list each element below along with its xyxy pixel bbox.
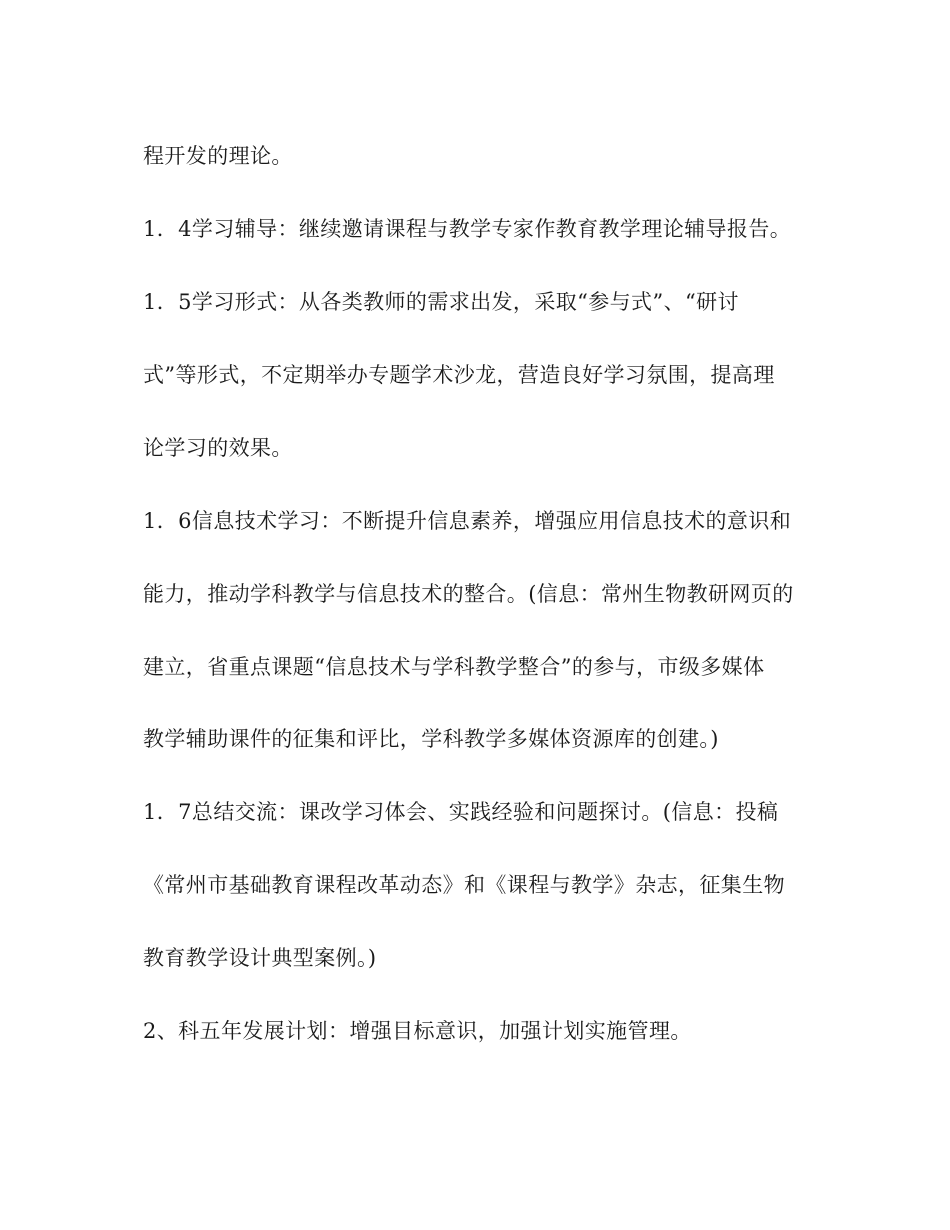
- text-line: 论学习的效果。: [143, 436, 293, 460]
- text-line: 1．5学习形式：从各类教师的需求出发，采取“参与式”、“研讨: [143, 290, 739, 314]
- text-line: 2、科五年发展计划：增强目标意识，加强计划实施管理。: [143, 1019, 692, 1043]
- text-line: 1．7总结交流：课改学习体会、实践经验和问题探讨。(信息：投稿: [143, 800, 779, 824]
- text-line: 能力，推动学科教学与信息技术的整合。(信息：常州生物教研网页的: [143, 582, 794, 606]
- text-line: 1．6信息技术学习：不断提升信息素养，增强应用信息技术的意识和: [143, 509, 792, 533]
- text-line: 建立，省重点课题“信息技术与学科教学整合”的参与，市级多媒体: [143, 655, 765, 679]
- text-line: 教育教学设计典型案例。): [143, 946, 377, 970]
- text-line: 程开发的理论。: [143, 144, 293, 168]
- text-line: 1．4学习辅导：继续邀请课程与教学专家作教育教学理论辅导报告。: [143, 217, 792, 241]
- text-line: 式”等形式，不定期举办专题学术沙龙，营造良好学习氛围，提高理: [143, 363, 775, 387]
- text-line: 教学辅助课件的征集和评比，学科教学多媒体资源库的创建。): [143, 727, 719, 751]
- text-line: 《常州市基础教育课程改革动态》和《课程与教学》杂志，征集生物: [143, 873, 785, 897]
